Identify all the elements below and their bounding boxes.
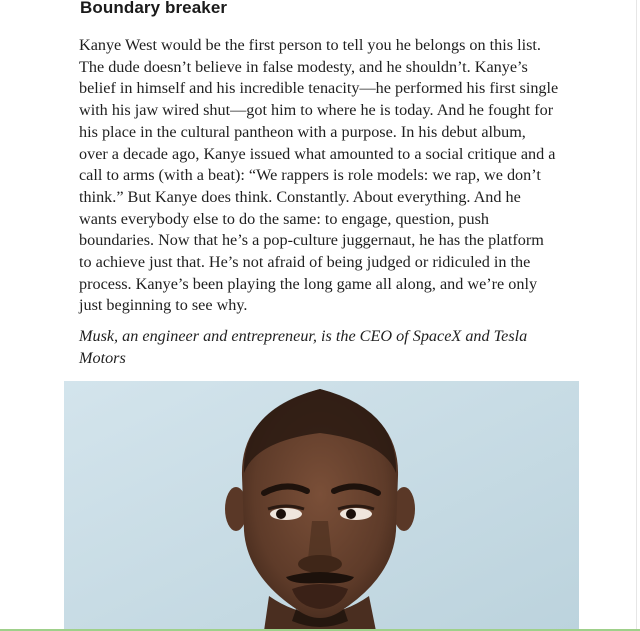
body-line: think.” But Kanye does think. Constantly. About everything. And he xyxy=(79,187,521,206)
portrait-photo xyxy=(64,381,579,631)
caption-line: Musk, an engineer and entrepreneur, is the CEO of SpaceX and Tesla xyxy=(79,327,528,345)
nostrils xyxy=(298,555,342,573)
body-line: boundaries. Now that he’s a pop-culture juggernaut, he has the platform xyxy=(79,231,544,250)
section-heading: Boundary breaker xyxy=(80,0,228,17)
portrait-illustration xyxy=(64,381,579,631)
body-line: to achieve just that. He’s not afraid of being judged or ridiculed in the xyxy=(79,253,531,272)
body-line: call to arms (with a beat): “We rappers is role models: we rap, we don’t xyxy=(79,166,541,185)
article-body xyxy=(79,35,579,317)
body-line: just beginning to see why. xyxy=(79,296,248,315)
body-line: process. Kanye’s been playing the long game all along, and we’re only xyxy=(79,274,538,293)
author-caption xyxy=(79,326,579,369)
caption-line: Motors xyxy=(79,348,126,367)
body-line: with his jaw wired shut—got him to where he is today. And he fought for xyxy=(79,101,554,120)
body-line: Kanye West would be the first person to tell you he belongs on this list. xyxy=(79,36,541,54)
right-pupil xyxy=(346,509,356,519)
body-line: over a decade ago, Kanye issued what amounted to a social critique and a xyxy=(79,144,556,163)
left-pupil xyxy=(276,509,286,519)
body-line: wants everybody else to do the same: to engage, question, push xyxy=(79,209,489,228)
body-line: The dude doesn’t believe in false modesty, and he shouldn’t. Kanye’s xyxy=(79,57,528,76)
body-line: belief in himself and his incredible tenacity—he performed his first single xyxy=(79,79,559,98)
body-line: his place in the cultural pantheon with a purpose. In his debut album, xyxy=(79,122,526,141)
page-edge-rule xyxy=(636,0,637,631)
